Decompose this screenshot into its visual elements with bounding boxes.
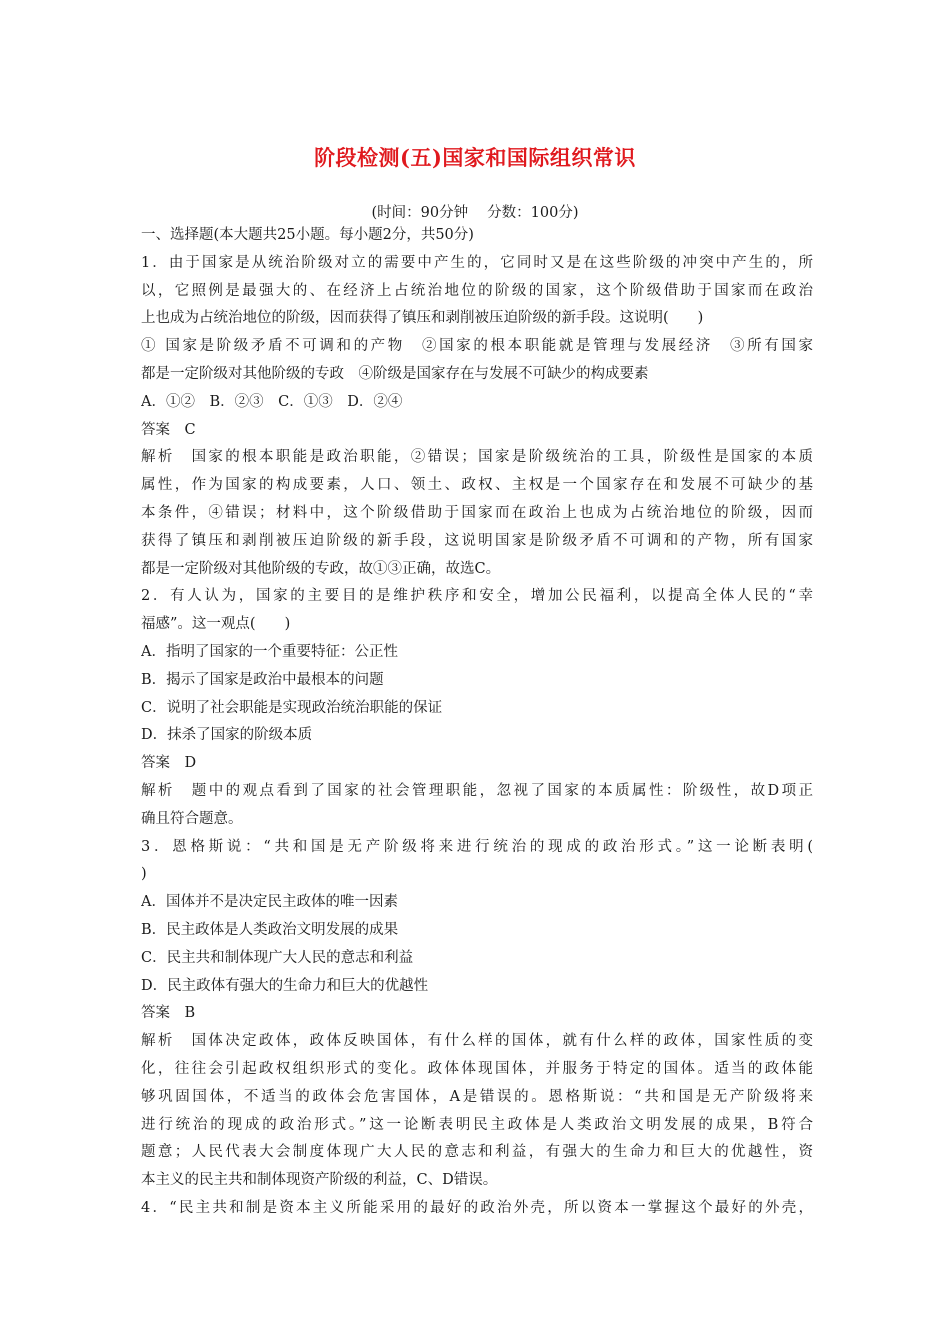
analysis-line: 题意；人民代表大会制度体现广大人民的意志和利益，有强大的生命力和巨大的优越性，资 [141,1144,813,1161]
analysis-line: 属性，作为国家的构成要素，人口、领土、政权、主权是一个国家存在和发展不可缺少的基 [141,477,813,494]
page-title: 阶段检测(五)国家和国际组织常识 [314,145,636,170]
question-stem-line: 以，它照例是最强大的、在经济上占统治地位的阶级的国家，这个阶级借助于国家而在政治 [141,282,813,299]
exam-meta: (时间：90分钟 分数：100分) [371,205,579,221]
answer-line: 答案 D [141,755,197,772]
option-c: C．民主共和制体现广大人民的意志和利益 [141,949,414,966]
option-a: A．指明了国家的一个重要特征：公正性 [141,643,398,660]
question-stem-line: 4．“民主共和制是资本主义所能采用的最好的政治外壳，所以资本一掌握这个最好的外壳， [141,1199,813,1216]
option-d: D．抹杀了国家的阶级本质 [141,727,313,744]
question-stem-line: 上也成为占统治地位的阶级，因而获得了镇压和剥削被压迫阶级的新手段。这说明( ) [141,310,704,327]
question-stem-line: 福感”。这一观点( ) [141,616,291,633]
option-a: A．国体并不是决定民主政体的唯一因素 [141,894,398,911]
answer-line: 答案 B [141,1005,196,1022]
question-stem-line: ) [141,866,147,883]
analysis-line: 确且符合题意。 [141,810,243,827]
question-stem-line: 都是一定阶级对其他阶级的专政 ④阶级是国家存在与发展不可缺少的构成要素 [141,365,649,382]
question-stem-line: 1．由于国家是从统治阶级对立的需要中产生的，它同时又是在这些阶级的冲突中产生的，所 [141,254,813,271]
analysis-line: 本主义的民主共和制体现资产阶级的利益，C、D错误。 [141,1172,498,1189]
question-1 [141,250,813,584]
section-heading: 一、选择题(本大题共25小题。每小题2分，共50分) [141,227,474,243]
analysis-line: 本条件，④错误；材料中，这个阶级借助于国家而在政治上也成为占统治地位的阶级，因而 [141,504,813,521]
option-b: B．民主政体是人类政治文明发展的成果 [141,921,399,938]
question-4 [141,1195,813,1223]
analysis-line: 够巩固国体，不适当的政体会危害国体，A是错误的。恩格斯说：“共和国是无产阶级将来 [141,1088,813,1105]
option-c: C．说明了社会职能是实现政治统治职能的保证 [141,699,443,716]
question-stem-line: 3．恩格斯说：“共和国是无产阶级将来进行统治的现成的政治形式。”这一论断表明( [141,838,813,855]
analysis-line: 都是一定阶级对其他阶级的专政，故①③正确，故选C。 [141,560,501,577]
option-b: B．揭示了国家是政治中最根本的问题 [141,671,384,688]
analysis-line: 解析 题中的观点看到了国家的社会管理职能，忽视了国家的本质属性：阶级性，故D项正 [141,782,813,799]
question-3 [141,834,813,1195]
question-2 [141,583,813,833]
document-body [141,222,813,1223]
analysis-line: 化，往往会引起政权组织形式的变化。政体体现国体，并服务于特定的国体。适当的政体能 [141,1060,813,1077]
option-d: D．民主政体有强大的生命力和巨大的优越性 [141,977,429,994]
question-stem-line: 2．有人认为，国家的主要目的是维护秩序和安全，增加公民福利，以提高全体人民的“幸 [141,588,813,605]
question-options: A．①② B．②③ C．①③ D．②④ [141,393,403,410]
analysis-line: 进行统治的现成的政治形式。”这一论断表明民主政体是人类政治文明发展的成果，B符合 [141,1116,813,1133]
question-stem-line: ① 国家是阶级矛盾不可调和的产物 ②国家的根本职能就是管理与发展经济 ③所有国家 [141,338,813,355]
analysis-line: 解析 国体决定政体，政体反映国体，有什么样的国体，就有什么样的政体，国家性质的变 [141,1033,813,1050]
analysis-line: 解析 国家的根本职能是政治职能，②错误；国家是阶级统治的工具，阶级性是国家的本质 [141,449,813,466]
analysis-line: 获得了镇压和剥削被压迫阶级的新手段，这说明国家是阶级矛盾不可调和的产物，所有国家 [141,532,813,549]
answer-line: 答案 C [141,421,196,438]
